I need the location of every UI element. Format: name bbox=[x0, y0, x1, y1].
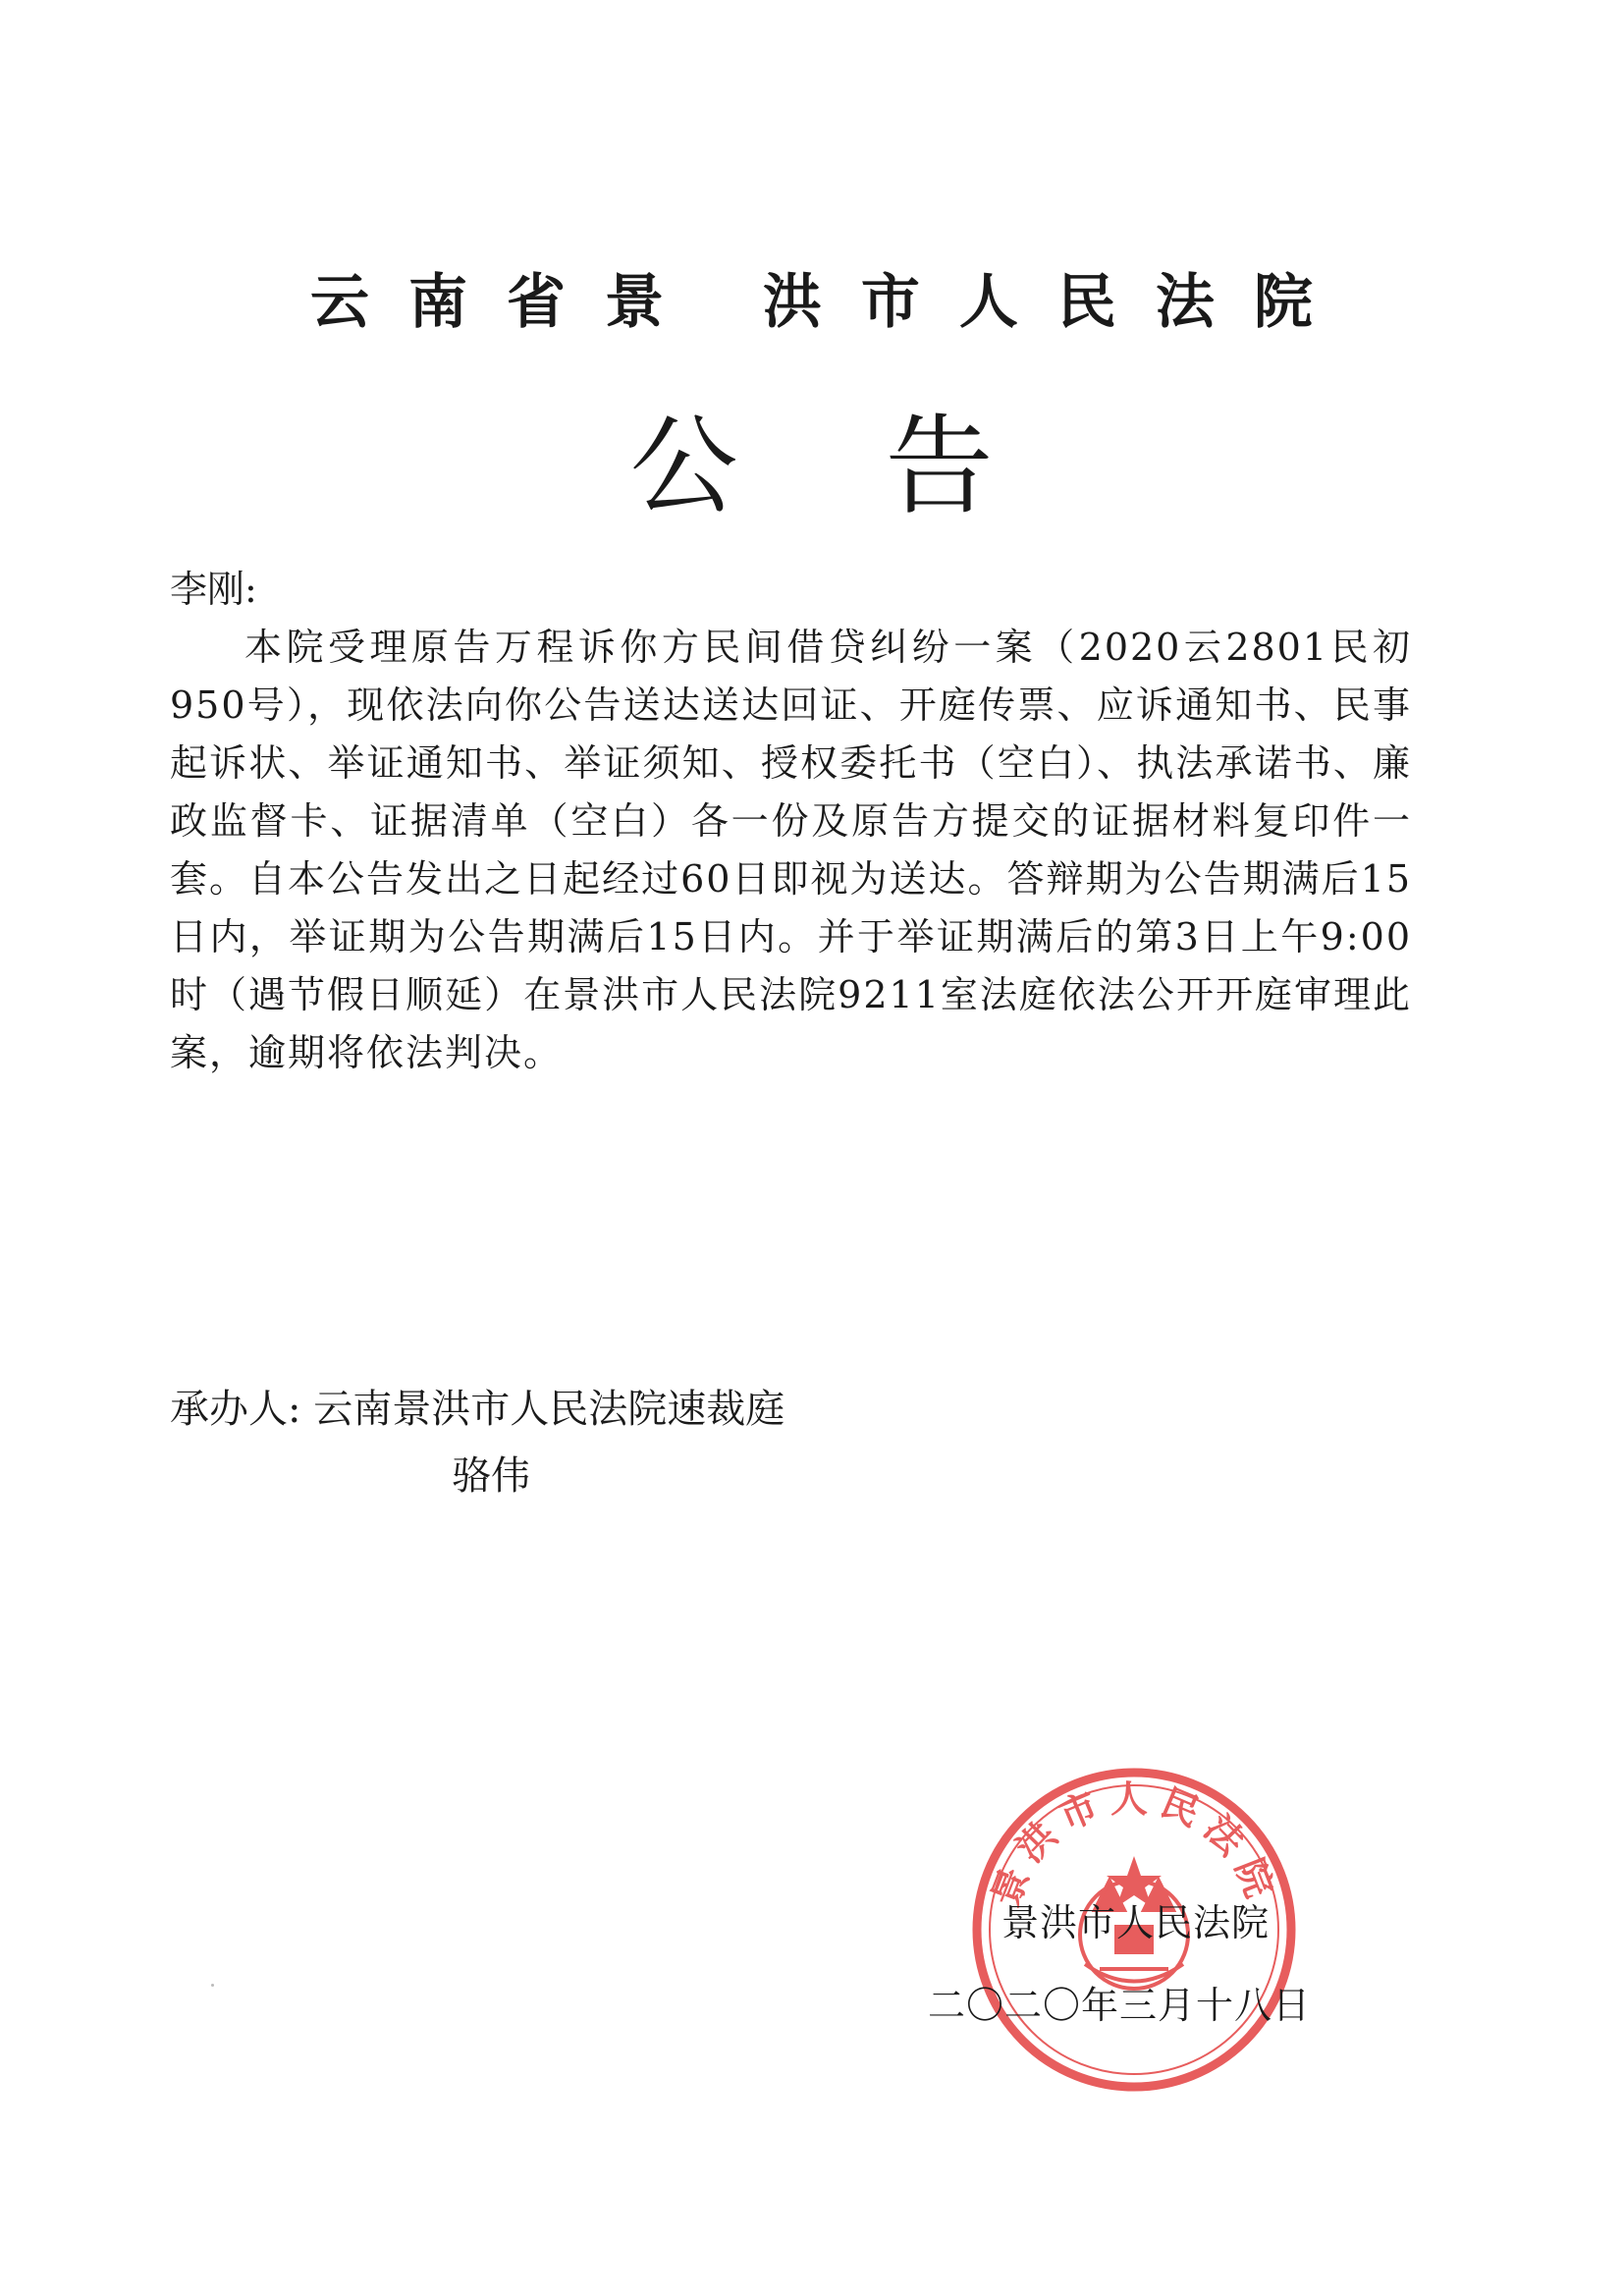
signature-court: 景洪市人民法院 bbox=[1001, 1901, 1271, 1944]
handler-name: 骆伟 bbox=[452, 1453, 530, 1499]
notice-body: 本院受理原告万程诉你方民间借贷纠纷一案（2020云2801民初950号），现依法向你公告送达送达回证、开庭传票、应诉通知书、民事起诉状、举证通知书、举证须知、授权委托书（空白）、执法承诺书、廉政监督卡、证据清单（空白）各一份及原告方提交的证据材料复印件一套。自本公告发出之日起经过60日即视为送达。答辩期为公告期满后15日内，举证期为公告期满后15日内。并于举证期满后的第3日上午9:00时（遇节假日顺延）在景洪市人民法院9211室法庭依法公开开庭审理此案，逾期将依法判决。 bbox=[170, 626, 1412, 1074]
notice-title: 公告 bbox=[629, 404, 1141, 529]
addressee: 李刚: bbox=[170, 568, 257, 611]
handler-line: 承办人: 云南景洪市人民法院速裁庭 bbox=[170, 1387, 785, 1432]
seal-arc-text: 景洪市人民法院 bbox=[982, 1777, 1286, 1913]
court-name-heading: 云南省景 洪市人民法院 bbox=[310, 268, 1352, 337]
signature-date: 二〇二〇年三月十八日 bbox=[928, 1984, 1312, 2027]
scan-speck bbox=[211, 1984, 214, 1987]
